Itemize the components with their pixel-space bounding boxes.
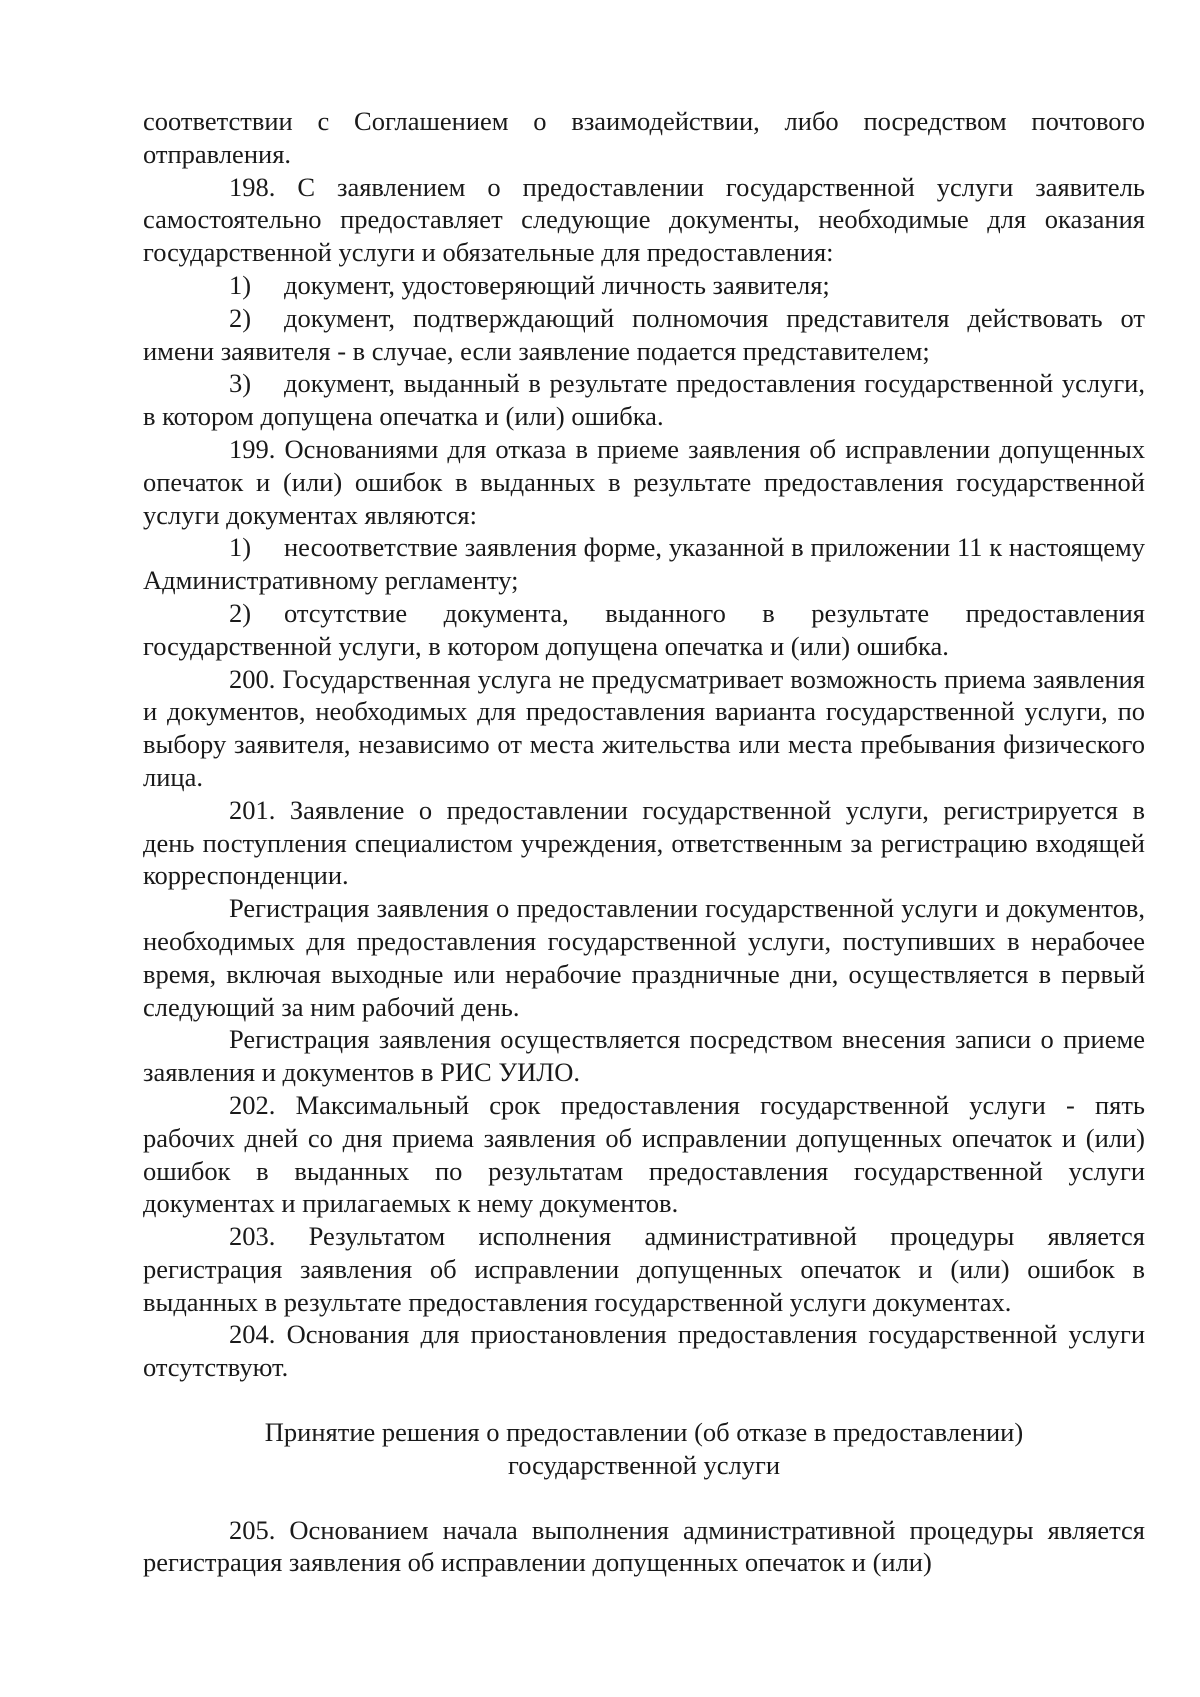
item-number: 3) [229, 368, 252, 399]
section-heading [143, 1416, 1145, 1482]
list-item-198-2 [143, 302, 1145, 368]
paragraph-text: Основаниями для отказа в приеме заявления об исправлении допущенных опечаток и (или) ошибок в выданных в результате предоставления государственной услуги документах являются: [143, 433, 1145, 530]
paragraph-text: Заявление о предоставлении государственной услуги, регистрируется в день поступления специалистом учреждения, ответственным за регистрацию входящей корреспонденции. [143, 794, 1145, 891]
item-number: 1) [229, 269, 252, 300]
item-text: несоответствие заявления форме, указанной в приложении 11 к настоящему Административному регламенту; [143, 532, 1145, 596]
list-item-199-2 [143, 597, 1145, 663]
item-text: документ, выданный в результате предоставления государственной услуги, в котором допущена опечатка и (или) ошибка. [143, 368, 1145, 432]
paragraph-text: Регистрация заявления осуществляется посредством внесения записи о приеме заявления и документов в РИС УИЛО. [143, 1024, 1145, 1088]
clause-number: 202. [229, 1089, 276, 1120]
item-text: отсутствие документа, выданного в результате предоставления государственной услуги, в котором допущена опечатка и (или) ошибка. [143, 597, 1145, 661]
heading-line-2: государственной услуги [507, 1449, 781, 1480]
document-page [143, 105, 1145, 1579]
list-item-198-1 [143, 269, 1145, 302]
paragraph-199 [143, 433, 1145, 531]
paragraph-201 [143, 794, 1145, 892]
heading-line-1: Принятие решения о предоставлении (об отказе в предоставлении) [264, 1417, 1024, 1448]
paragraph-continuation [143, 105, 1145, 171]
paragraph-text: Основанием начала выполнения административной процедуры является регистрация заявления об исправлении допущенных опечаток и (или) [143, 1514, 1145, 1578]
paragraph-201-record [143, 1023, 1145, 1089]
clause-number: 201. [229, 794, 276, 825]
paragraph-text: Основания для приостановления предоставления государственной услуги отсутствуют. [143, 1319, 1146, 1383]
item-text: документ, подтверждающий полномочия представителя действовать от имени заявителя - в случае, если заявление подается представителем; [143, 302, 1145, 366]
item-number: 1) [229, 532, 252, 563]
item-number: 2) [229, 597, 252, 628]
paragraph-text: С заявлением о предоставлении государственной услуги заявитель самостоятельно предоставляет следующие документы, необходимые для оказания государственной услуги и обязательные для предоставления: [143, 171, 1146, 268]
clause-number: 204. [229, 1319, 276, 1350]
paragraph-text: Государственная услуга не предусматривает возможность приема заявления и документов, необходимых для предоставления варианта государственной услуги, по выбору заявителя, независимо от места жительства или места пребывания физического лица. [143, 663, 1146, 792]
clause-number: 199. [229, 433, 276, 464]
list-item-199-1 [143, 531, 1145, 597]
paragraph-text: Результатом исполнения административной процедуры является регистрация заявления об исправлении допущенных опечаток и (или) ошибок в выданных в результате предоставления государственной услуги документах. [143, 1221, 1145, 1317]
item-text: документ, удостоверяющий личность заявителя; [284, 269, 830, 300]
clause-number: 200. [229, 663, 276, 694]
paragraph-198 [143, 171, 1145, 269]
clause-number: 198. [229, 171, 276, 202]
paragraph-text: Регистрация заявления о предоставлении государственной услуги и документов, необходимых для предоставления государственной услуги, поступивших в нерабочее время, включая выходные или нерабочие праздничные дни, осуществляется в первый следующий за ним рабочий день. [143, 893, 1145, 1022]
paragraph-201-registration [143, 892, 1145, 1023]
paragraph-205 [143, 1514, 1145, 1580]
item-number: 2) [229, 302, 252, 333]
paragraph-203 [143, 1220, 1145, 1318]
paragraph-200 [143, 663, 1145, 794]
paragraph-202 [143, 1089, 1145, 1220]
clause-number: 203. [229, 1221, 276, 1252]
paragraph-204 [143, 1318, 1145, 1384]
paragraph-text: Максимальный срок предоставления государственной услуги - пять рабочих дней со дня приема заявления об исправлении допущенных опечаток и (или) ошибок в выданных по результатам предоставления государственной услуги документах и прилагаемых к нему документов. [143, 1089, 1145, 1219]
list-item-198-3 [143, 367, 1145, 433]
paragraph-text: соответствии с Соглашением о взаимодействии, либо посредством почтового отправления. [143, 106, 1145, 169]
clause-number: 205. [229, 1514, 276, 1545]
